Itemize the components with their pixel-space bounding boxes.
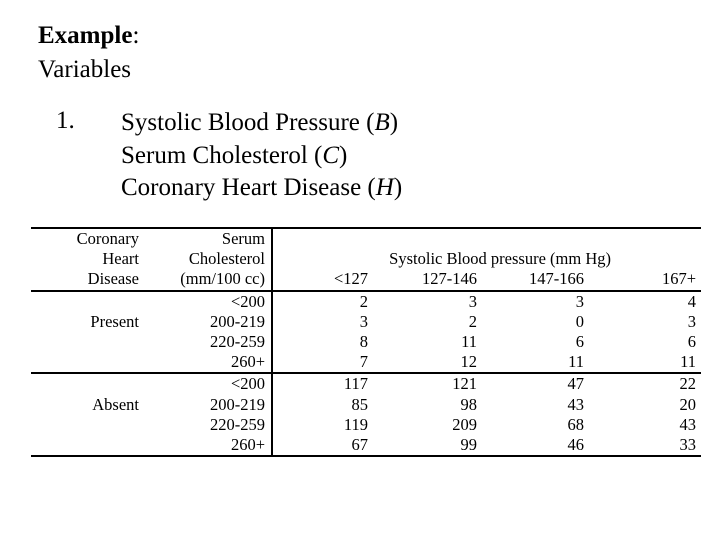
value-cell: 11 — [461, 332, 477, 352]
value-cell: 3 — [687, 311, 696, 331]
header-disease: Disease — [31, 269, 145, 290]
table-row — [31, 415, 701, 435]
variable-item — [121, 107, 402, 140]
header-cholesterol: (mm/100 cc) — [145, 269, 272, 290]
value-cell: 3 — [359, 311, 368, 331]
contingency-table — [31, 227, 701, 457]
value-cell: 46 — [479, 435, 586, 456]
sbp-range: 167+ — [586, 269, 701, 290]
value-cell: 119 — [343, 414, 368, 434]
value-cell: 85 — [351, 394, 368, 414]
header-cholesterol: Serum — [145, 228, 272, 249]
value-cell: 2 — [468, 311, 477, 331]
variable-close: ) — [393, 174, 403, 201]
example-heading — [38, 22, 139, 50]
value-cell: 43 — [679, 414, 696, 434]
sbp-title: Systolic Blood pressure (mm Hg) — [389, 249, 611, 269]
header-cholesterol: Cholesterol — [145, 249, 272, 269]
variable-symbol: H — [375, 174, 394, 201]
variable-close: ) — [389, 109, 399, 136]
table-header-row — [31, 228, 701, 249]
value-cell: 6 — [687, 332, 696, 352]
variable-name: Serum Cholesterol ( — [121, 141, 323, 169]
table-header-row — [31, 269, 701, 290]
data-table-wrap — [31, 227, 701, 457]
disease-cell — [31, 291, 145, 312]
value-cell: 68 — [567, 414, 584, 434]
list-item-number: 1. — [56, 107, 75, 134]
table-row — [31, 332, 701, 352]
value-cell: 22 — [679, 374, 696, 394]
value-cell: 3 — [575, 291, 584, 311]
disease-cell: Absent — [92, 394, 139, 414]
chol-cell: 220-259 — [145, 415, 272, 435]
value-cell: 7 — [272, 352, 370, 373]
variable-close: ) — [339, 141, 348, 169]
chol-cell: 220-259 — [145, 332, 272, 352]
example-heading-label: Example — [38, 22, 133, 49]
value-cell: 33 — [586, 435, 701, 456]
value-cell: 43 — [567, 394, 584, 414]
value-cell: 47 — [567, 374, 584, 394]
variable-name: Systolic Blood Pressure ( — [121, 109, 375, 136]
table-row — [31, 312, 701, 332]
header-disease: Coronary — [76, 229, 139, 248]
value-cell: 209 — [452, 414, 477, 434]
value-cell: 121 — [452, 374, 477, 394]
variable-symbol: C — [322, 141, 340, 169]
chol-cell: 200-219 — [145, 312, 272, 332]
variable-item — [121, 172, 402, 205]
value-cell: 6 — [575, 332, 584, 352]
value-cell: 0 — [575, 311, 584, 331]
table-row — [31, 352, 701, 373]
chol-cell: 260+ — [145, 435, 272, 456]
value-cell: 11 — [479, 352, 586, 373]
disease-cell — [31, 373, 145, 394]
chol-cell: 200-219 — [145, 395, 272, 415]
table-header-row — [31, 249, 701, 269]
variable-name: Coronary Heart Disease ( — [121, 174, 376, 201]
variable-list — [121, 107, 402, 205]
table-row — [31, 395, 701, 415]
table-row — [31, 291, 701, 312]
value-cell: 4 — [687, 291, 696, 311]
value-cell: 98 — [460, 394, 477, 414]
variable-item — [121, 140, 402, 173]
value-cell: 20 — [679, 394, 696, 414]
sbp-range: <127 — [272, 269, 370, 290]
value-cell: 99 — [370, 435, 479, 456]
value-cell: 11 — [586, 352, 701, 373]
variables-subheading: Variables — [38, 56, 132, 83]
chol-cell: <200 — [145, 373, 272, 394]
disease-cell — [31, 352, 145, 373]
disease-cell: Present — [90, 311, 139, 331]
header-disease: Heart — [102, 249, 139, 269]
table-row — [31, 435, 701, 456]
example-heading-colon: : — [132, 22, 140, 49]
variable-symbol: B — [374, 109, 390, 136]
value-cell: 2 — [359, 291, 368, 311]
value-cell: 12 — [370, 352, 479, 373]
header-blank — [272, 228, 701, 249]
disease-cell — [31, 332, 145, 352]
table-row — [31, 373, 701, 394]
value-cell: 117 — [343, 374, 368, 394]
sbp-range: 127-146 — [370, 269, 479, 290]
disease-cell — [31, 415, 145, 435]
chol-cell: 260+ — [145, 352, 272, 373]
chol-cell: <200 — [145, 291, 272, 312]
disease-cell — [31, 435, 145, 456]
sbp-range: 147-166 — [479, 269, 586, 290]
value-cell: 67 — [272, 435, 370, 456]
value-cell: 3 — [468, 291, 477, 311]
value-cell: 8 — [359, 332, 368, 352]
